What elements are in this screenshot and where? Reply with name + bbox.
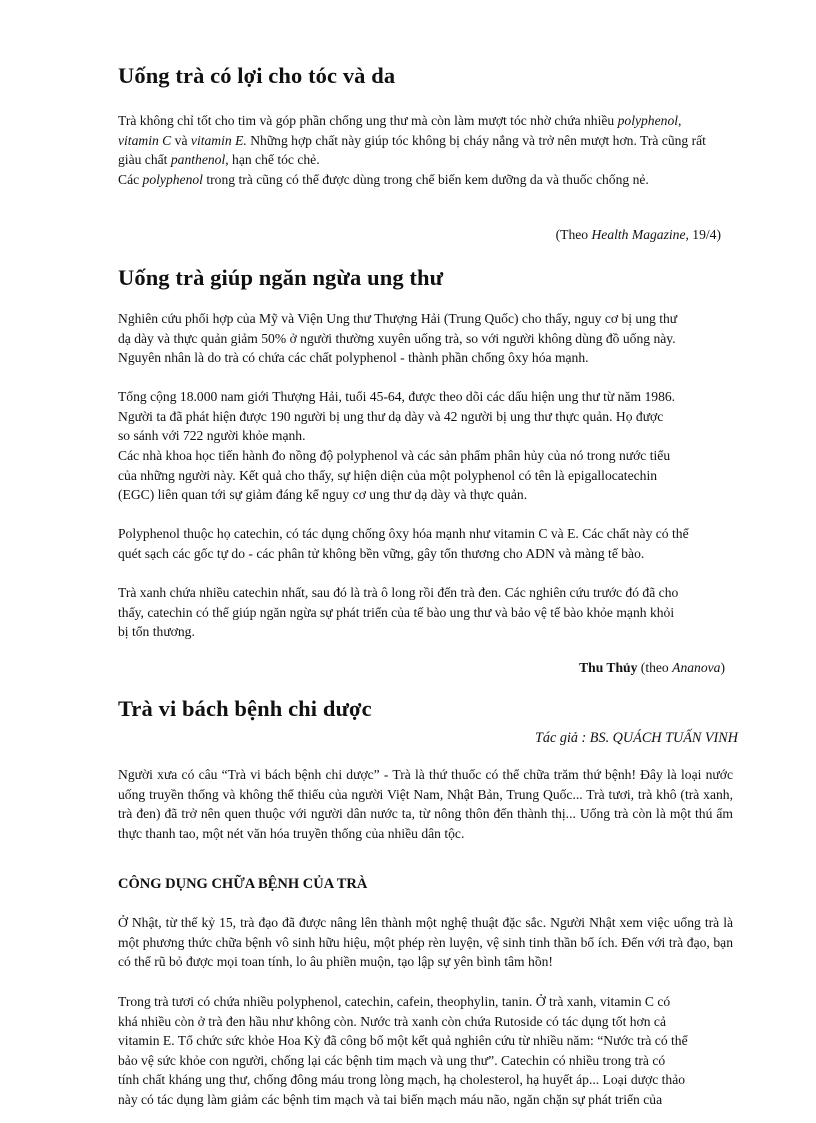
text-run: và [174,132,188,148]
term-polyphenol: polyphenol [617,113,679,128]
paragraph-study-group: Tổng cộng 18.000 nam giới Thượng Hải, tuổi 45-64, được theo dõi các dấu hiện ung thư từ năm 1986. Người ta đã phát hiện được 190 người bị ung thư dạ dày và 42 người bị ung thư thực quản. Họ được so sánh với 722 người khỏe mạnh. [118,389,676,443]
text-run: (Theo [555,227,589,242]
paragraph-hair-benefits: Trà không chỉ tốt cho tim và góp phần chống ung thư mà còn làm mượt tóc nhờ chứa nhiều polyphenol, vitamin C và vitamin E. Những hợp chất này giúp tóc không bị cháy nắng và trở nên mượt hơn. Trà cũng rất giàu chất panthenol, hạn chế tóc chẻ. [118,113,706,167]
author-credit [579,660,725,676]
heading-hair-skin: Uống trà có lợi cho tóc và da [118,63,396,88]
subheading-healing-uses: CÔNG DỤNG CHỮA BỆNH CỦA TRÀ [118,876,368,892]
paragraph-research: Nghiên cứu phối hợp của Mỹ và Viện Ung thư Thượng Hải (Trung Quốc) cho thấy, nguy cơ bị ung thư dạ dày và thực quản giảm 50% ở người thường xuyên uống trà, so với người không dùng đồ uống này. Nguyên nhân là do trà có chứa các chất polyphenol - thành phần chống ôxy hóa mạnh. [118,311,678,365]
credit-author: Thu Thủy [579,660,638,675]
article-author: Tác giả : BS. QUÁCH TUẤN VINH [535,730,738,746]
credit-source: Ananova [672,660,721,675]
text-run: , hạn chế tóc chẻ. [225,152,320,167]
text-run: Những hợp chất này giúp tóc không bị cháy nắng và trở nên mượt hơn. Trà cũng rất giàu chất [118,132,706,167]
text-run: (theo [640,660,669,675]
paragraph-intro: Người xưa có câu “Trà vi bách bệnh chi dược” - Trà là thứ thuốc có thể chữa trăm thứ bệnh! Đây là loại nước uống truyền thống và không thể thiếu của người Việt Nam, Nhật Bản, Trung Quốc... Trà tươi, trà khô (trà xanh, trà đen) đã trở nên quen thuộc với người dân nước ta, từ nông thôn đến thành thị... Uống trà còn là một thú ẩm thực thanh tao, một nét văn hóa truyền thống của nhiều dân tộc. [118,767,733,841]
paragraph-tea-composition: Trong trà tươi có chứa nhiều polyphenol, catechin, cafein, theophylin, tanin. Ở trà xanh, vitamin C có khá nhiều còn ở trà đen hầu như không còn. Nước trà xanh còn chứa Rutoside có tác dụng tốt hơn cả vitamin E. Tổ chức sức khỏe Hoa Kỳ đã công bố một kết quả nghiên cứu từ nhiều năm: “Nước trà có thể bảo vệ sức khỏe con người, chống lại các bệnh tim mạch và ung thư”. Catechin có nhiều trong trà có tính chất kháng ung thư, chống đông máu trong lòng mạch, hạ cholesterol, hạ huyết áp... Loại dược thảo này có tác dụng làm giảm các bệnh tim mạch và tai biến mạch máu não, ngăn chặn sự phát triển của [118,994,688,1107]
text-run: trong trà cũng có thể được dùng trong chế biến kem dưỡng da và thuốc chống nẻ. [206,172,649,187]
paragraph-skin-care [118,170,693,190]
term-panthenol: panthenol [170,152,226,167]
heading-cancer-prevention: Uống trà giúp ngăn ngừa ung thư [118,265,444,290]
text-run: ) [720,660,725,675]
paragraph-catechin: Polyphenol thuộc họ catechin, có tác dụng chống ôxy hóa mạnh như vitamin C và E. Các chất này có thể quét sạch các gốc tự do - các phân tử không bền vững, gây tổn thương cho ADN và màng tế bào. [118,526,689,561]
text-run: , 19/4) [685,227,721,242]
text-run: Các [118,172,140,187]
source-name: Health Magazine [591,227,686,242]
paragraph-egc-finding: Các nhà khoa học tiến hành đo nồng độ polyphenol và các sản phẩm phân hủy của nó trong nước tiểu của những người này. Kết quả cho thấy, sự hiện diện của một polyphenol có tên là epigallocatechin (EGC) liên quan tới sự giảm đáng kể nguy cơ ung thư dạ dày và thực quản. [118,448,671,502]
term-vitamin-c: vitamin C [118,132,172,148]
paragraph-green-tea: Trà xanh chứa nhiều catechin nhất, sau đó là trà ô long rồi đến trà đen. Các nghiên cứu trước đó đã cho thấy, catechin có thể giúp ngăn ngừa sự phát triển của tế bào ung thư và bảo vệ tế bào khỏe mạnh khỏi bị tổn thương. [118,585,679,639]
heading-tea-medicine: Trà vi bách bệnh chi dược [118,696,372,721]
term-vitamin-e: vitamin E. [190,132,247,148]
source-citation [556,227,721,243]
term-polyphenol: polyphenol [142,172,203,187]
paragraph-japan-tea-ceremony: Ở Nhật, từ thế kỷ 15, trà đạo đã được nâng lên thành một nghệ thuật đặc sắc. Người Nhật xem việc uống trà là một phương thức chữa bệnh vô sinh hữu hiệu, một phép rèn luyện, vệ sinh tinh thần bổ ích. Đến với trà đạo, bạn có thể rũ bỏ được mọi toan tính, lo âu phiền muộn, tạo lập sự yên bình tâm hồn! [118,915,733,969]
text-run: Trà không chỉ tốt cho tim và góp phần chống ung thư mà còn làm mượt tóc nhờ chứa nhiều [118,113,615,128]
